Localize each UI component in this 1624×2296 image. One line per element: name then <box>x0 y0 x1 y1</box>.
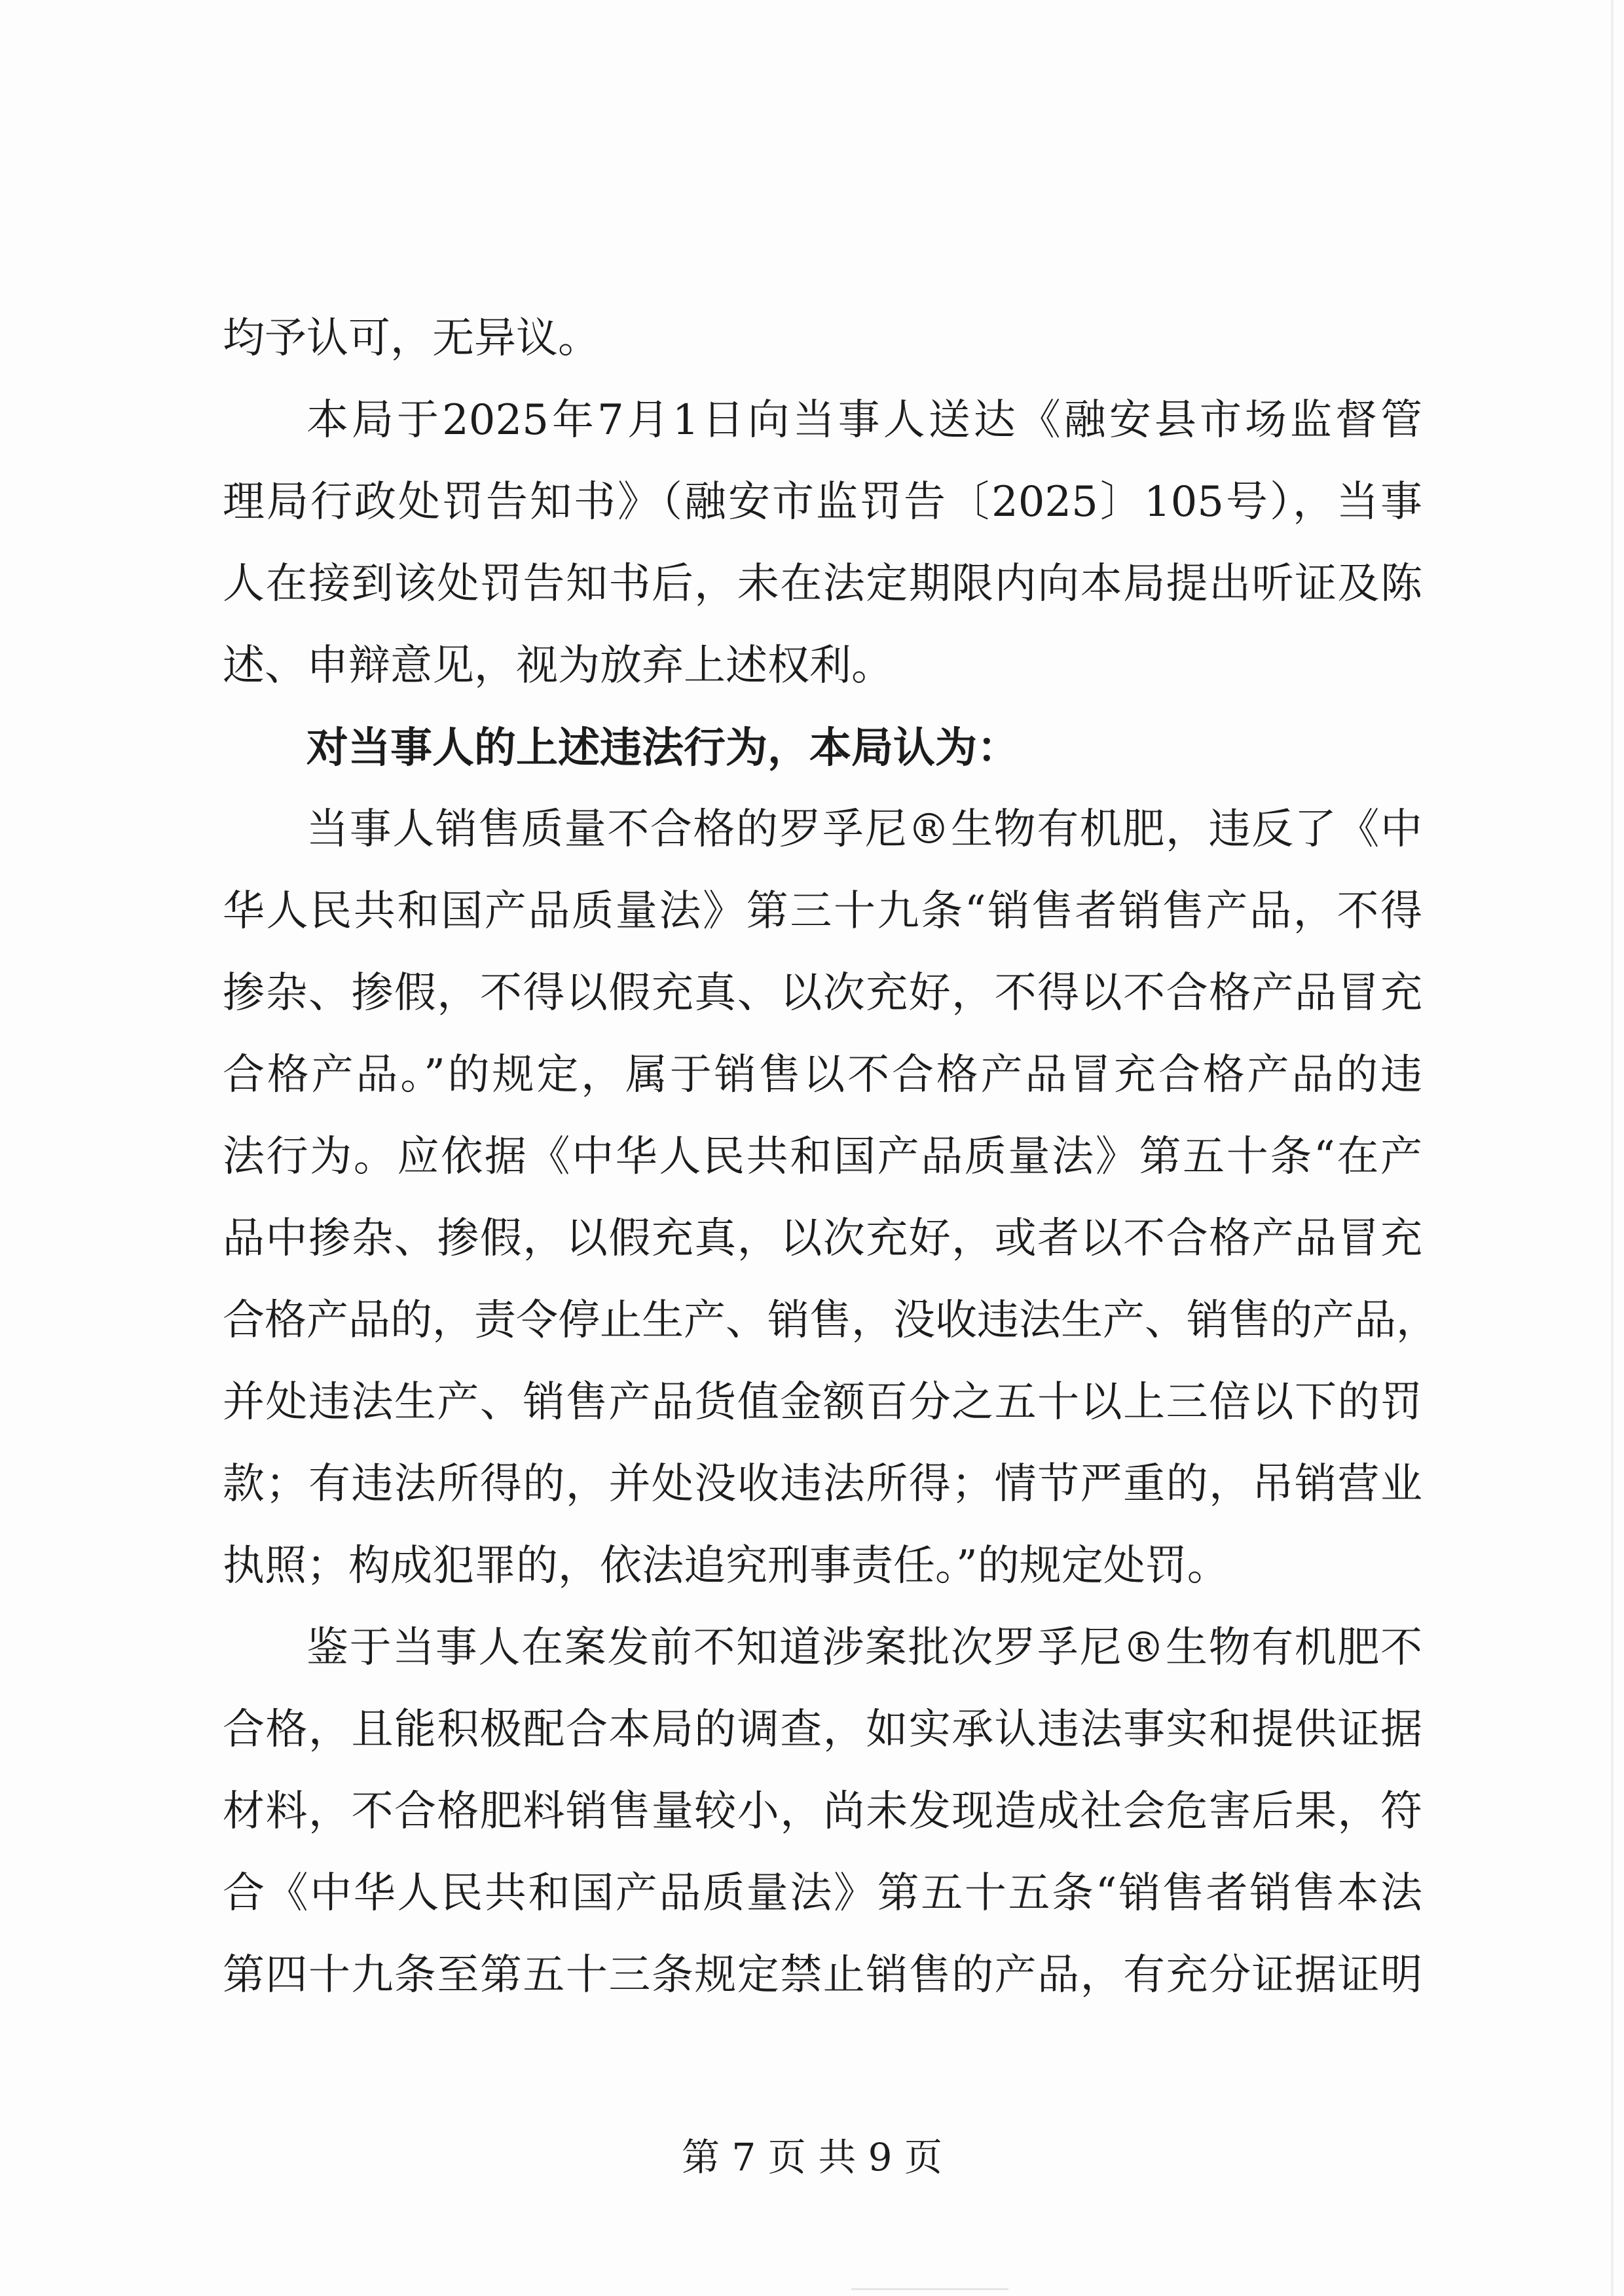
text-line-content: 并处违法生产、销售产品货值金额百分之五十以上三倍以下的罚 <box>223 1378 1422 1427</box>
section-heading <box>223 707 1422 789</box>
text-line-content: 述、申辩意见，视为放弃上述权利。 <box>223 642 893 690</box>
text-line-content: 法行为。应依据《中华人民共和国产品质量法》第五十条“在产 <box>223 1133 1422 1181</box>
text-line-content: 合《中华人民共和国产品质量法》第五十五条“销售者销售本法 <box>223 1869 1422 1918</box>
text-line <box>223 953 1422 1034</box>
text-line <box>223 380 1422 462</box>
text-line-content: 合格产品的，责令停止生产、销售，没收违法生产、销售的产品， <box>223 1296 1438 1345</box>
text-line <box>223 789 1422 871</box>
text-line <box>223 1280 1438 1362</box>
page-footer: 第 7 页 共 9 页 <box>682 2135 942 2179</box>
text-line <box>223 1689 1422 1771</box>
text-line-content: 品中掺杂、掺假，以假充真，以次充好，或者以不合格产品冒充 <box>223 1214 1422 1263</box>
text-line-content: 合格，且能积极配合本局的调查，如实承认违法事实和提供证据 <box>223 1705 1422 1754</box>
text-line <box>223 1935 1422 2016</box>
text-line <box>223 543 1422 625</box>
text-line-content: 均予认可，无异议。 <box>223 314 600 363</box>
document-body <box>223 298 1438 2016</box>
text-line <box>223 1525 1422 1607</box>
text-line-content: 执照；构成犯罪的，依法追究刑事责任。”的规定处罚。 <box>223 1542 1229 1590</box>
text-line-content: 掺杂、掺假，不得以假充真、以次充好，不得以不合格产品冒充 <box>223 969 1422 1017</box>
text-line-content: 对当事人的上述违法行为，本局认为： <box>306 723 1019 773</box>
text-line <box>223 625 1422 707</box>
text-line-content: 第四十九条至第五十三条规定禁止销售的产品，有充分证据证明 <box>223 1951 1422 1999</box>
text-line-content: 人在接到该处罚告知书后，未在法定期限内向本局提出听证及陈 <box>223 560 1422 608</box>
text-line <box>223 1771 1422 1853</box>
text-line <box>223 1853 1422 1935</box>
text-line-content: 合格产品。”的规定，属于销售以不合格产品冒充合格产品的违 <box>223 1051 1422 1099</box>
text-line-content: 款；有违法所得的，并处没收违法所得；情节严重的，吊销营业 <box>223 1460 1422 1508</box>
text-line <box>223 1362 1422 1444</box>
text-line-content: 鉴于当事人在案发前不知道涉案批次罗孚尼®生物有机肥不 <box>306 1624 1422 1672</box>
text-line-content: 材料，不合格肥料销售量较小，尚未发现造成社会危害后果，符 <box>223 1787 1422 1836</box>
scan-speck <box>851 2288 1008 2290</box>
text-line-content: 理局行政处罚告知书》（融安市监罚告〔2025〕105号），当事 <box>223 478 1422 526</box>
text-line <box>223 1607 1422 1689</box>
text-line <box>223 1198 1422 1280</box>
text-line-content: 本局于2025年7月1日向当事人送达《融安县市场监督管 <box>306 396 1422 445</box>
text-line <box>223 1444 1422 1525</box>
text-line <box>223 871 1422 953</box>
text-line <box>223 1034 1422 1116</box>
text-line-content: 华人民共和国产品质量法》第三十九条“销售者销售产品，不得 <box>223 887 1422 936</box>
text-line <box>223 1116 1422 1198</box>
text-line <box>223 298 1422 380</box>
text-line-content: 当事人销售质量不合格的罗孚尼®生物有机肥，违反了《中 <box>306 805 1422 854</box>
scan-speck <box>1611 0 1614 2296</box>
text-line <box>223 462 1422 543</box>
